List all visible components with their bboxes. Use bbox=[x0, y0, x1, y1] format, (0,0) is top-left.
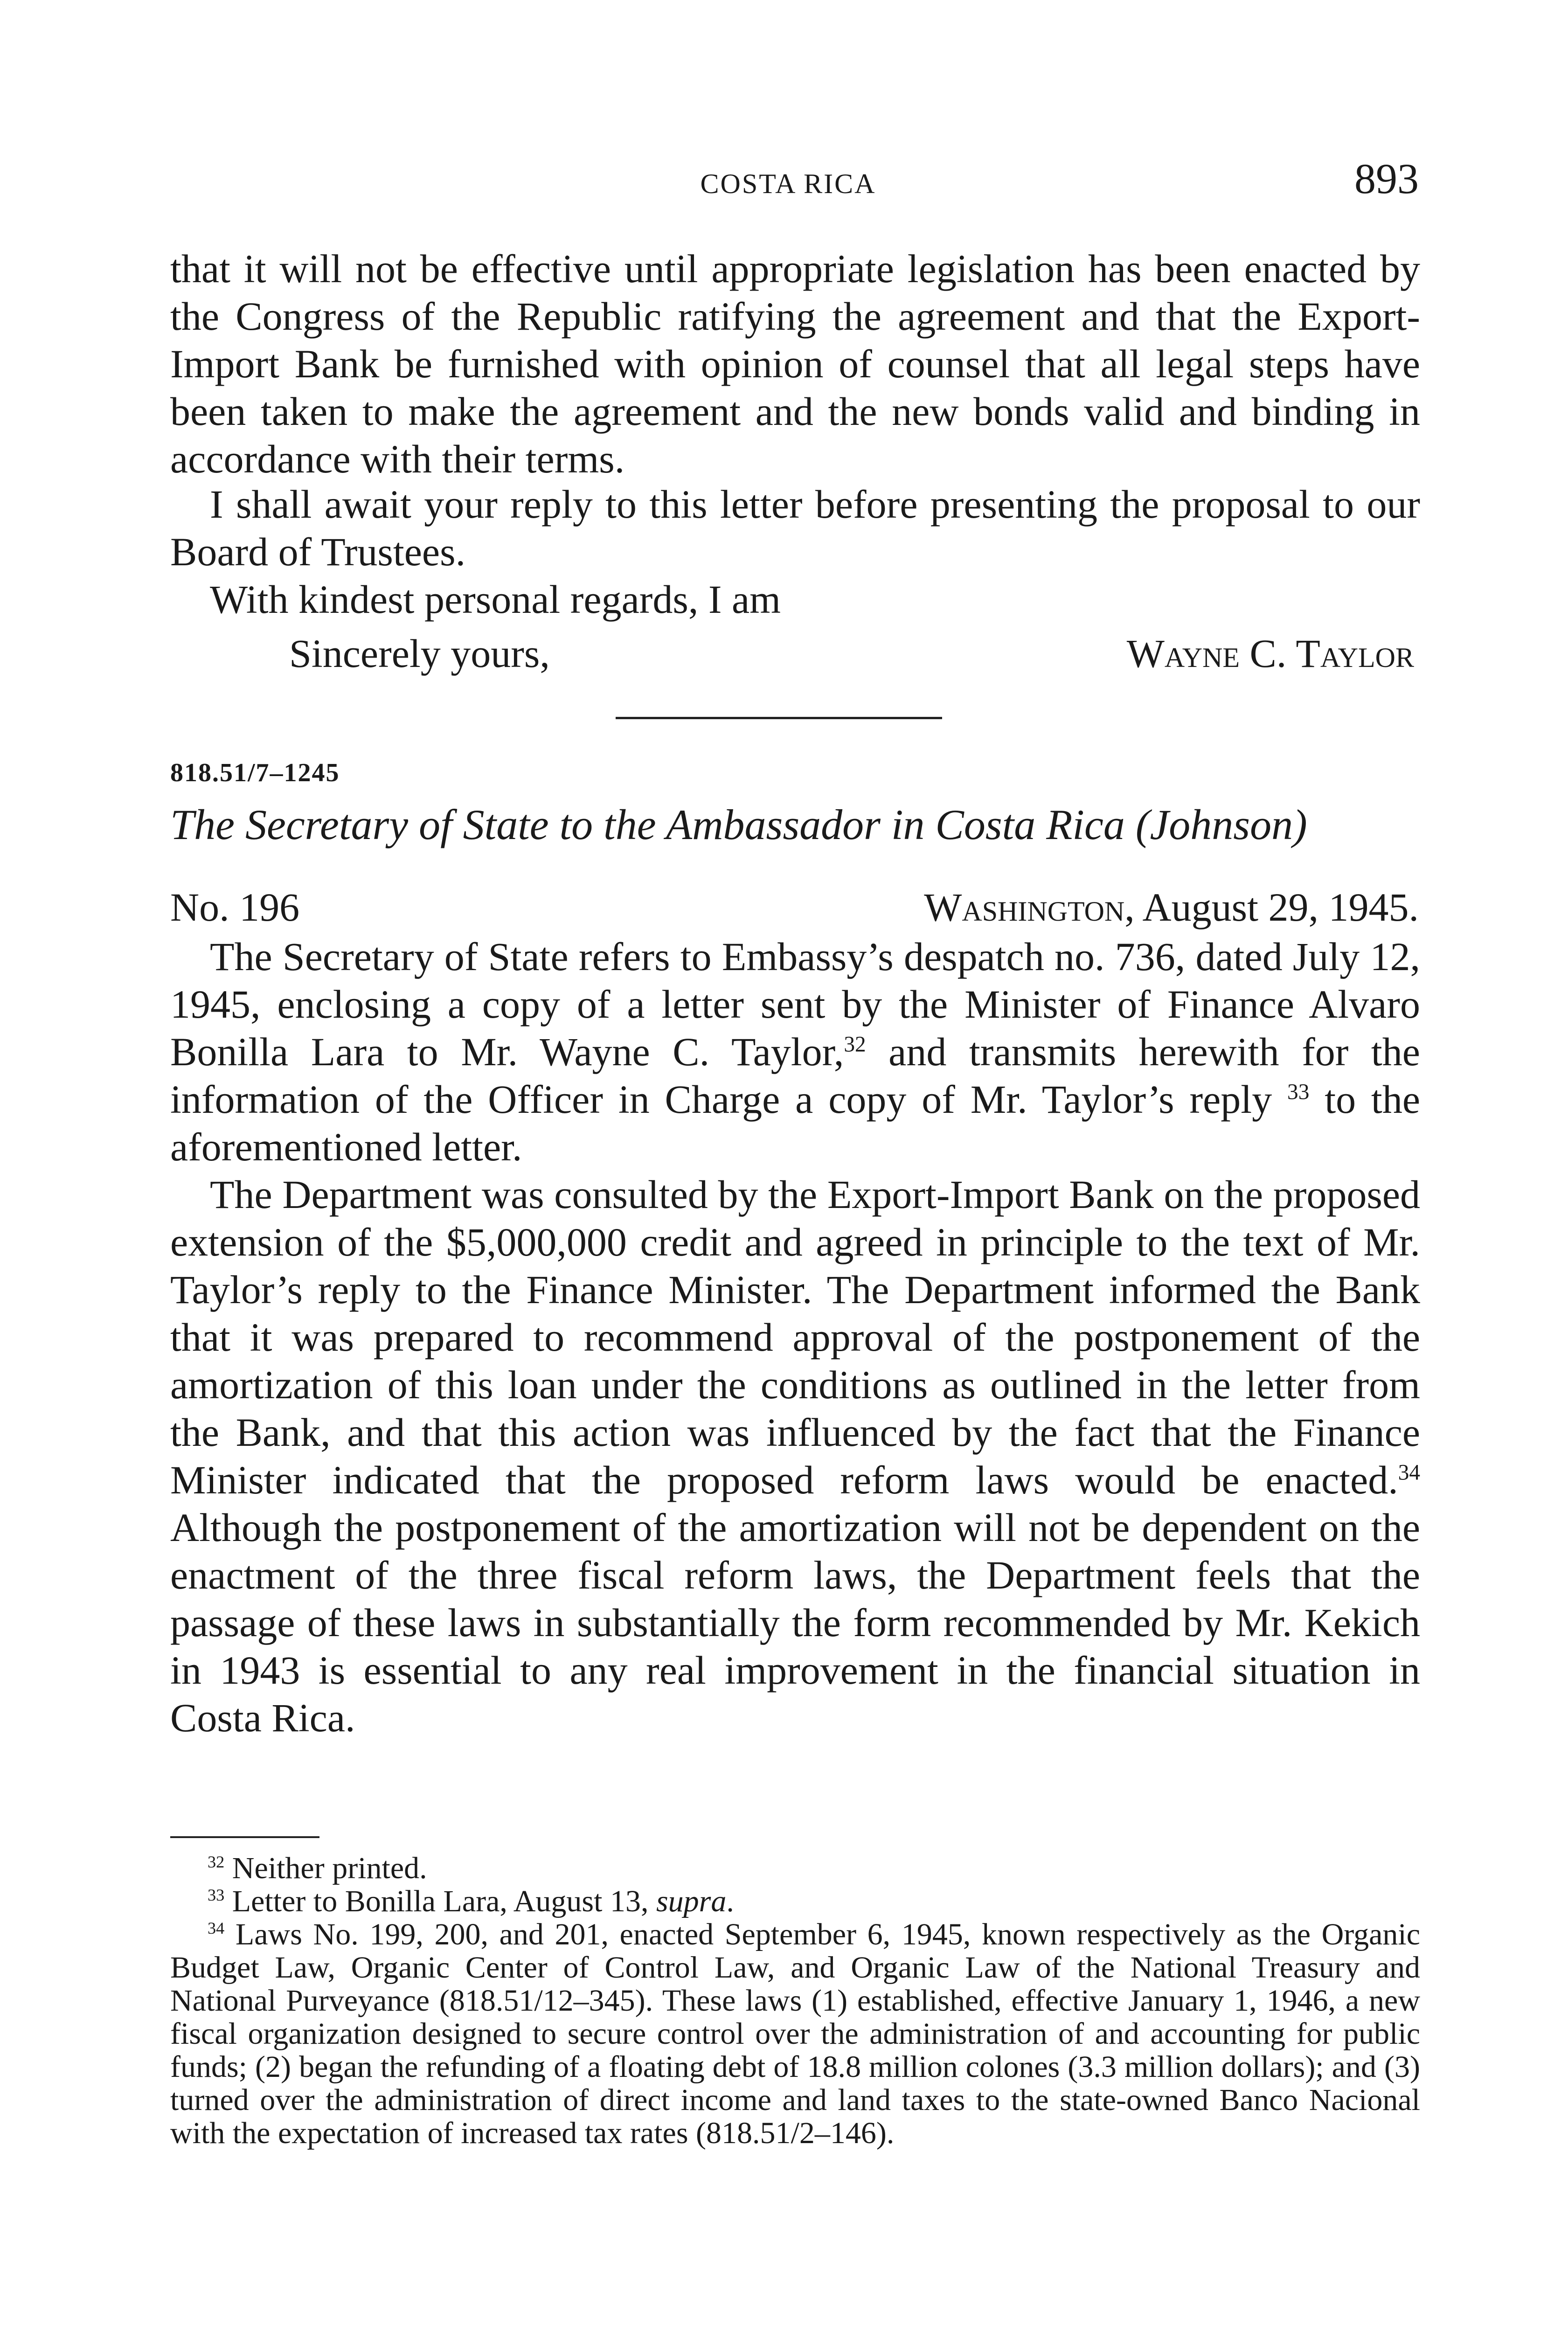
footnote-32 bbox=[170, 1852, 1420, 1885]
footnote-34 bbox=[170, 1918, 1420, 2150]
paragraph-1-part-b: and transmits herewith for the information of the Officer in Charge a copy of Mr. Taylor’s reply bbox=[170, 1029, 1420, 1122]
section-divider bbox=[616, 717, 942, 719]
footnotes bbox=[170, 1852, 1420, 2150]
letter-closing: Sincerely yours, bbox=[289, 631, 550, 676]
footnote-33-text: Letter to Bonilla Lara, August 13, bbox=[224, 1884, 656, 1918]
despatch-paragraph-1 bbox=[170, 933, 1420, 1171]
running-title: COSTA RICA bbox=[700, 168, 876, 199]
footnote-34-mark: 34 bbox=[208, 1919, 225, 1937]
file-number: 818.51/7–1245 bbox=[170, 758, 340, 787]
footnote-34-text: Laws No. 199, 200, and 201, enacted September 6, 1945, known respectively as the Organic Budget Law, Organic Center of Control Law, and Organic Law of the National Treasury and National Purveyance (818.51/12–345). These laws (1) established, effective January 1, 1946, a new fiscal organization designed to secure control over the administration of and accounting for public funds; (2) began the refunding of a floating debt of 18.8 million colones (3.3 million dollars); and (3) turned over the administration of direct income and land taxes to the state-owned Banco Nacional with the expectation of increased tax rates (818.51/2–146). bbox=[170, 1917, 1420, 2150]
footnote-rule bbox=[170, 1836, 319, 1838]
footnote-33-supra: supra bbox=[656, 1884, 727, 1918]
dateline bbox=[924, 884, 1419, 930]
letter-await-block bbox=[170, 480, 1420, 623]
footnote-32-mark: 32 bbox=[208, 1853, 225, 1871]
paragraph-1-part-c: to the aforementioned letter. bbox=[170, 1077, 1420, 1169]
footnote-ref-33: 33 bbox=[1287, 1080, 1310, 1104]
letter-signature: Wayne C. Taylor bbox=[1126, 631, 1414, 676]
letter-regards: With kindest personal regards, I am bbox=[210, 577, 781, 622]
footnote-ref-34: 34 bbox=[1398, 1460, 1420, 1485]
footnote-33-mark: 33 bbox=[208, 1886, 225, 1904]
document-number: No. 196 bbox=[170, 885, 300, 930]
letter-continuation-paragraph: that it will not be effective until appropriate legislation has been enacted by the Congress of the Republic ratifying the agreement and that the Export-Import Bank be furnished with opinion of counsel that all legal steps have been taken to make the agreement and the new bonds valid and binding in accordance with their terms. bbox=[170, 246, 1420, 481]
dateline-date: August 29, 1945. bbox=[1142, 885, 1419, 930]
paragraph-2-part-a: The Department was consulted by the Export-Import Bank on the proposed extension of the $5,000,000 credit and agreed in principle to the text of Mr. Taylor’s reply to the Finance Minister. The Department informed the Bank that it was prepared to recommend approval of the postponement of the amortization of this loan under the conditions as outlined in the letter from the Bank, and that this action was influenced by the fact that the Finance Minister indicated that the proposed reform laws would be enacted. bbox=[170, 1172, 1420, 1502]
footnote-ref-32: 32 bbox=[844, 1032, 866, 1057]
paragraph-1-part-a: The Secretary of State refers to Embassy’s despatch no. 736, dated July 12, 1945, enclosing a copy of a letter sent by the Minister of Finance Alvaro Bonilla Lara to Mr. Wayne C. Taylor, bbox=[170, 934, 1420, 1074]
letter-body bbox=[170, 245, 1420, 483]
paragraph-2-part-b: Although the postponement of the amortization will not be dependent on the enactment of the three fiscal reform laws, the Department feels that the passage of these laws in substantially the form recommended by Mr. Kekich in 1943 is essential to any real improvement in the financial situation in Costa Rica. bbox=[170, 1505, 1420, 1740]
document-title: The Secretary of State to the Ambassador in Costa Rica (Johnson) bbox=[170, 801, 1307, 848]
dateline-place: Washington, bbox=[924, 885, 1135, 930]
despatch-paragraph-2 bbox=[170, 1171, 1420, 1742]
footnote-33-end: . bbox=[726, 1884, 734, 1918]
footnote-33 bbox=[170, 1885, 1420, 1918]
footnote-32-text: Neither printed. bbox=[224, 1851, 427, 1885]
letter-await-paragraph: I shall await your reply to this letter before presenting the proposal to our Board of Trustees. bbox=[170, 482, 1420, 574]
page-number: 893 bbox=[1354, 155, 1419, 202]
despatch-body bbox=[170, 933, 1420, 1742]
